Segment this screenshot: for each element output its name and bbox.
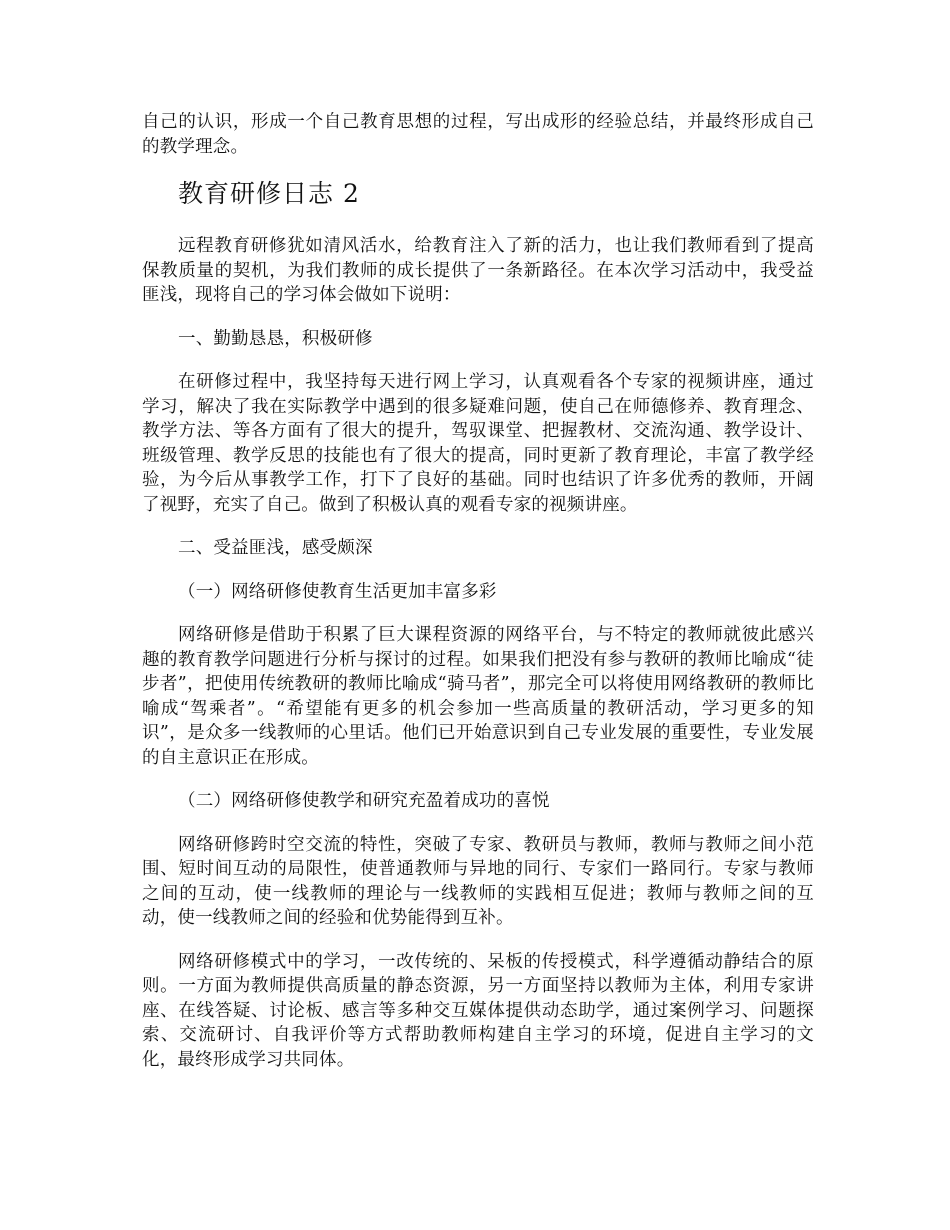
subsection-heading-1: （一）网络研修使教育生活更加丰富多彩 <box>178 581 497 602</box>
page-title: 教育研修日志 2 <box>178 179 360 208</box>
paragraph-subsection-2b: 网络研修模式中的学习，一改传统的、呆板的传授模式，科学遵循动静结合的原则。一方面为教师提供高质量的静态资源，另一方面坚持以教师为主体，利用专家讲座、在线答疑、讨论板、感言等多种交互媒体提供动态助学，通过案例学习、问题探索、交流研讨、自我评价等方式帮助教师构建自主学习的环境，促进自主学习的文化，最终形成学习共同体。 <box>142 951 814 1070</box>
paragraph-intro: 远程教育研修犹如清风活水，给教育注入了新的活力，也让我们教师看到了提高保教质量的契机，为我们教师的成长提供了一条新路径。在本次学习活动中，我受益匪浅，现将自己的学习体会做如下说明： <box>142 236 814 305</box>
document-page <box>142 110 814 1091</box>
intro-paragraph: 自己的认识，形成一个自己教育思想的过程，写出成形的经验总结，并最终形成自己的教学理念。 <box>142 112 814 157</box>
section-heading-1: 一、勤勤恳恳，积极研修 <box>178 328 373 349</box>
paragraph-subsection-2a: 网络研修跨时空交流的特性，突破了专家、教研员与教师，教师与教师之间小范围、短时间互动的局限性，使普通教师与异地的同行、专家们一路同行。专家与教师之间的互动，使一线教师的理论与一线教师的实践相互促进；教师与教师之间的互动，使一线教师之间的经验和优势能得到互补。 <box>142 834 814 928</box>
section-heading-2: 二、受益匪浅，感受颇深 <box>178 538 373 558</box>
subsection-heading-2: （二）网络研修使教学和研究充盈着成功的喜悦 <box>178 791 550 811</box>
paragraph-subsection-1: 网络研修是借助于积累了巨大课程资源的网络平台，与不特定的教师就彼此感兴趣的教育教学问题进行分析与探讨的过程。如果我们把没有参与教研的教师比喻成“徒步者”，把使用传统教研的教师比喻成“骑马者”，那完全可以将使用网络教研的教师比喻成“驾乘者”。“希望能有更多的机会参加一些高质量的教研活动，学习更多的知识”，是众多一线教师的心里话。他们已开始意识到自己专业发展的重要性，专业发展的自主意识正在形成。 <box>142 625 814 768</box>
paragraph-section-1: 在研修过程中，我坚持每天进行网上学习，认真观看各个专家的视频讲座，通过学习，解决了我在实际教学中遇到的很多疑难问题，使自己在师德修养、教育理念、教学方法、等各方面有了很大的提升，驾驭课堂、把握教材、交流沟通、教学设计、班级管理、教学反思的技能也有了很大的提高，同时更新了教育理论，丰富了教学经验，为今后从事教学工作，打下了良好的基础。同时也结识了许多优秀的教师，开阔了视野，充实了自己。做到了积极认真的观看专家的视频讲座。 <box>142 372 814 515</box>
